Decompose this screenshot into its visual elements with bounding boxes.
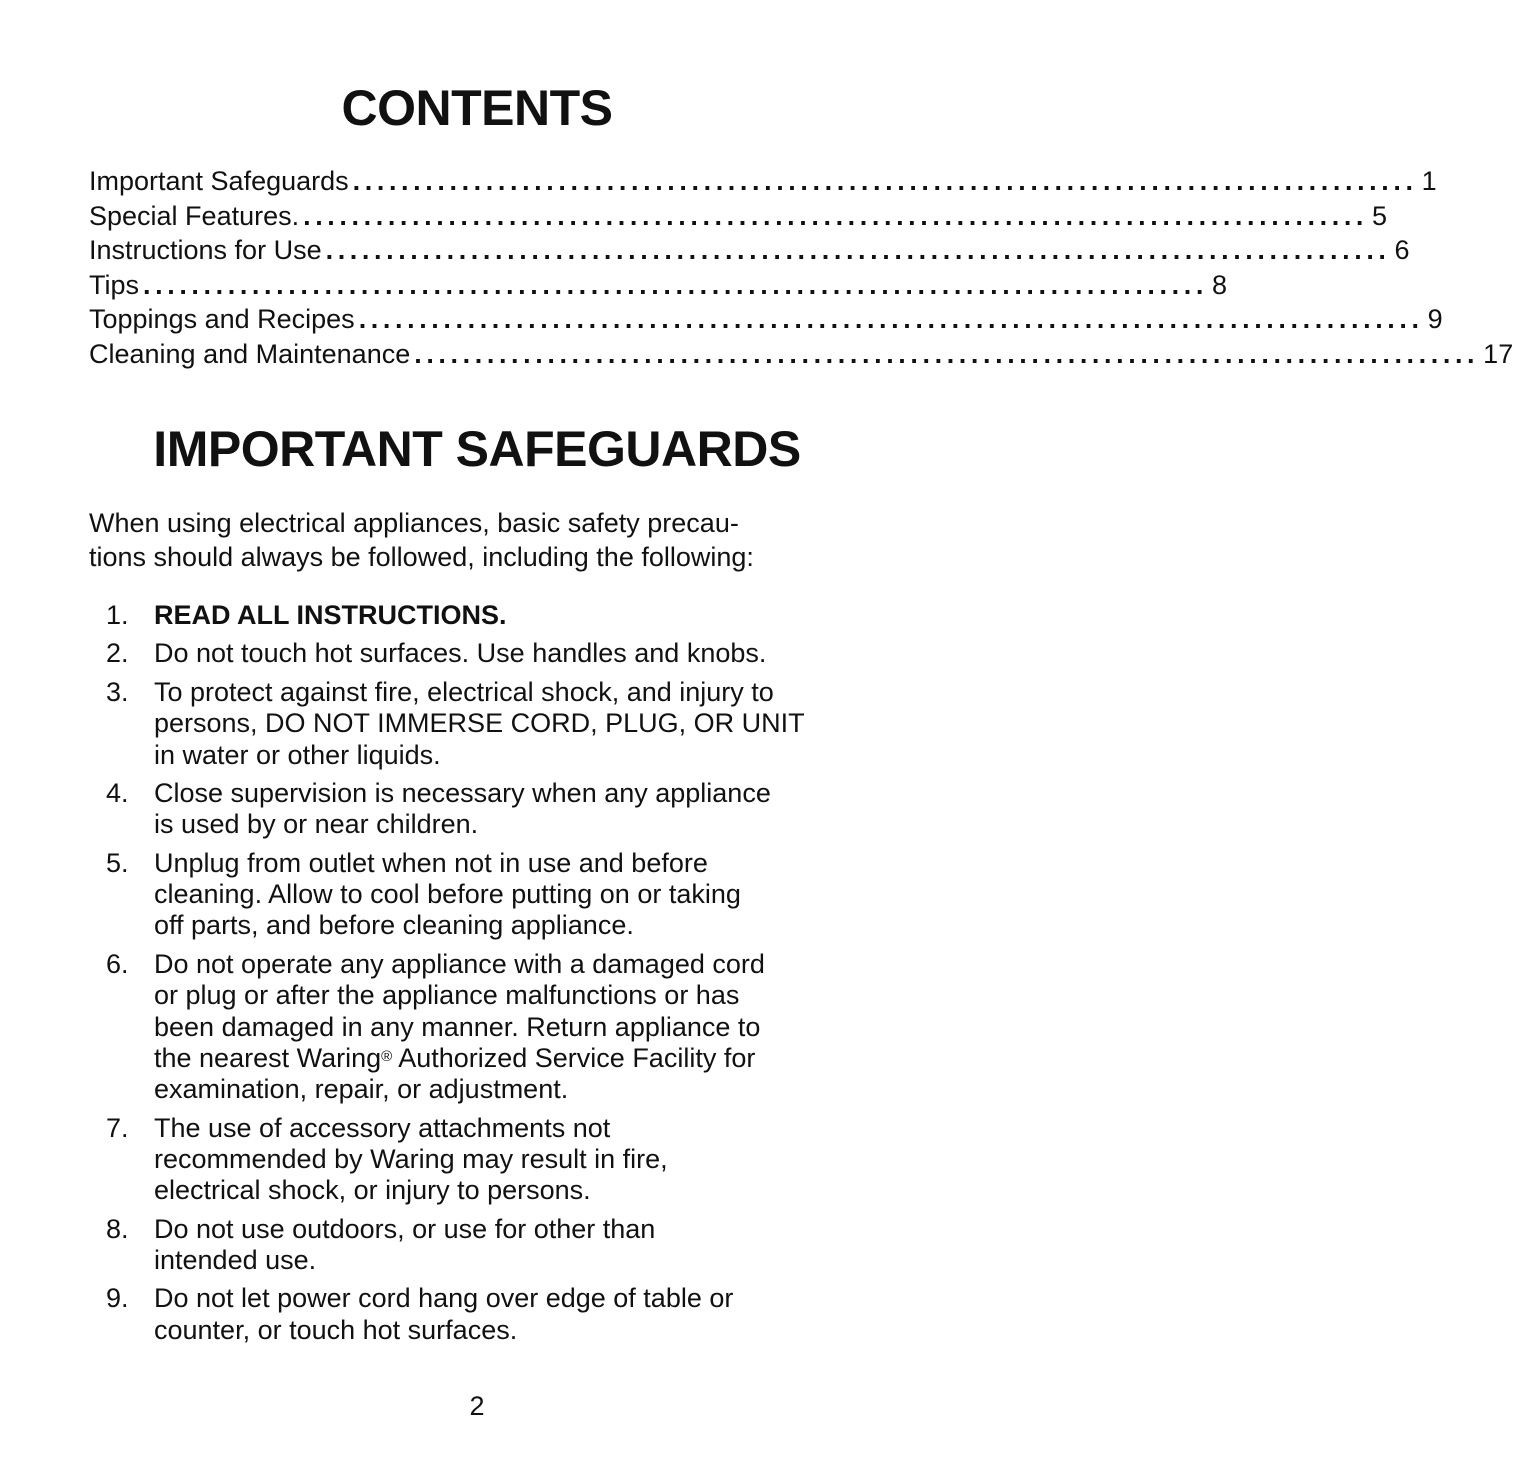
toc-leader-dots: ........................................................................................ [143, 269, 1208, 300]
safeguard-text [154, 638, 906, 669]
safeguard-number: 5. [106, 847, 129, 878]
safeguard-text [154, 600, 906, 631]
safeguards-intro [89, 506, 869, 574]
safeguard-number: 1. [106, 600, 129, 630]
safeguard-item [106, 949, 906, 1105]
safeguard-line: been damaged in any manner. Return appliance to [154, 1011, 761, 1042]
safeguard-text [154, 949, 906, 1105]
safeguard-line: Unplug from outlet when not in use and before [154, 847, 708, 878]
safeguard-item [106, 848, 906, 942]
toc-entry-page: 6 [1394, 235, 1410, 266]
safeguard-line: counter, or touch hot surfaces. [154, 1314, 518, 1345]
toc-leader-dots: ........................................................................................ [352, 166, 1418, 196]
safeguard-text [154, 1113, 906, 1207]
toc-leader-dots: ........................................................................................ [303, 200, 1369, 231]
safeguard-number: 7. [106, 1112, 129, 1143]
toc-entry [89, 302, 1443, 337]
safeguard-item [106, 778, 906, 841]
safeguard-number: 6. [106, 948, 129, 979]
page-number: 2 [469, 1391, 485, 1421]
toc-entry-page: 5 [1372, 200, 1388, 231]
safeguard-item [106, 1214, 906, 1277]
safeguard-line: Do not let power cord hang over edge of table or [154, 1283, 734, 1314]
safeguard-line: or plug or after the appliance malfunctions or has [154, 980, 740, 1011]
safeguard-line: Do not touch hot surfaces. Use handles and knobs. [154, 638, 767, 669]
safeguard-line: Close supervision is necessary when any appliance [154, 778, 771, 809]
safeguard-item [106, 677, 906, 771]
safeguard-line [154, 1043, 906, 1074]
contents-heading: CONTENTS [341, 80, 613, 136]
safeguard-text [154, 1214, 906, 1277]
toc-leader-dots: ........................................................................................ [414, 338, 1480, 369]
safeguard-line: persons, DO NOT IMMERSE CORD, PLUG, OR UNIT [154, 708, 805, 739]
toc-entry-page: 8 [1211, 269, 1227, 300]
safeguard-number: 2. [106, 638, 129, 669]
toc-entry-page: 17 [1483, 338, 1513, 369]
safeguard-number: 8. [106, 1213, 129, 1244]
toc-entry-label: Special Features. [89, 200, 300, 231]
toc-entry-label: Toppings and Recipes [89, 304, 355, 335]
safeguard-line: recommended by Waring may result in fire, [154, 1143, 668, 1174]
safeguard-line: in water or other liquids. [154, 739, 441, 770]
safeguard-line: is used by or near children. [154, 809, 479, 840]
toc-entry-label: Important Safeguards [89, 166, 349, 196]
safeguard-line-part: Authorized Service Facility for [392, 1042, 756, 1073]
toc-entry-page: 1 [1421, 166, 1437, 196]
safeguard-item [106, 638, 906, 669]
safeguard-line: intended use. [154, 1244, 317, 1275]
safeguard-item [106, 1113, 906, 1207]
safeguard-line: electrical shock, or injury to persons. [154, 1175, 591, 1206]
safeguard-line-part: the nearest Waring [154, 1042, 382, 1073]
toc-entry [89, 164, 1437, 199]
safeguard-line: To protect against fire, electrical shock, and injury to [154, 676, 774, 707]
safeguard-item [106, 600, 906, 631]
safeguard-line: Do not use outdoors, or use for other than [154, 1213, 656, 1244]
toc-entry-label: Instructions for Use [89, 235, 322, 266]
toc-entry-label: Tips [89, 269, 140, 300]
safeguard-text [154, 848, 906, 942]
toc-entry [89, 233, 1410, 268]
safeguard-line: Do not operate any appliance with a damaged cord [154, 948, 765, 979]
toc-entry-page: 9 [1427, 304, 1443, 335]
safeguard-line: The use of accessory attachments not [154, 1112, 611, 1143]
toc-leader-dots: ........................................................................................ [358, 304, 1424, 335]
table-of-contents [89, 164, 1513, 372]
toc-entry [89, 337, 1513, 372]
toc-entry [89, 268, 1227, 303]
safeguard-item [106, 1283, 906, 1346]
intro-line: When using electrical appliances, basic safety precau- [89, 508, 739, 538]
safeguard-line: off parts, and before cleaning appliance. [154, 910, 634, 941]
safeguard-line: READ ALL INSTRUCTIONS. [154, 600, 507, 630]
toc-leader-dots: ........................................................................................ [325, 235, 1391, 266]
safeguard-line: cleaning. Allow to cool before putting on or taking [154, 879, 741, 910]
registered-mark: ® [381, 1047, 393, 1065]
safeguard-number: 9. [106, 1283, 129, 1314]
safeguards-list [106, 600, 906, 1353]
safeguards-heading: IMPORTANT SAFEGUARDS [153, 421, 801, 477]
intro-line: tions should always be followed, including the following: [89, 542, 754, 572]
safeguard-text [154, 677, 906, 771]
safeguard-text [154, 1283, 906, 1346]
safeguard-text [154, 778, 906, 841]
safeguard-number: 4. [106, 778, 129, 809]
safeguard-number: 3. [106, 676, 129, 707]
toc-entry-label: Cleaning and Maintenance [89, 338, 411, 369]
toc-entry [89, 199, 1388, 234]
safeguard-line: examination, repair, or adjustment. [154, 1074, 569, 1105]
